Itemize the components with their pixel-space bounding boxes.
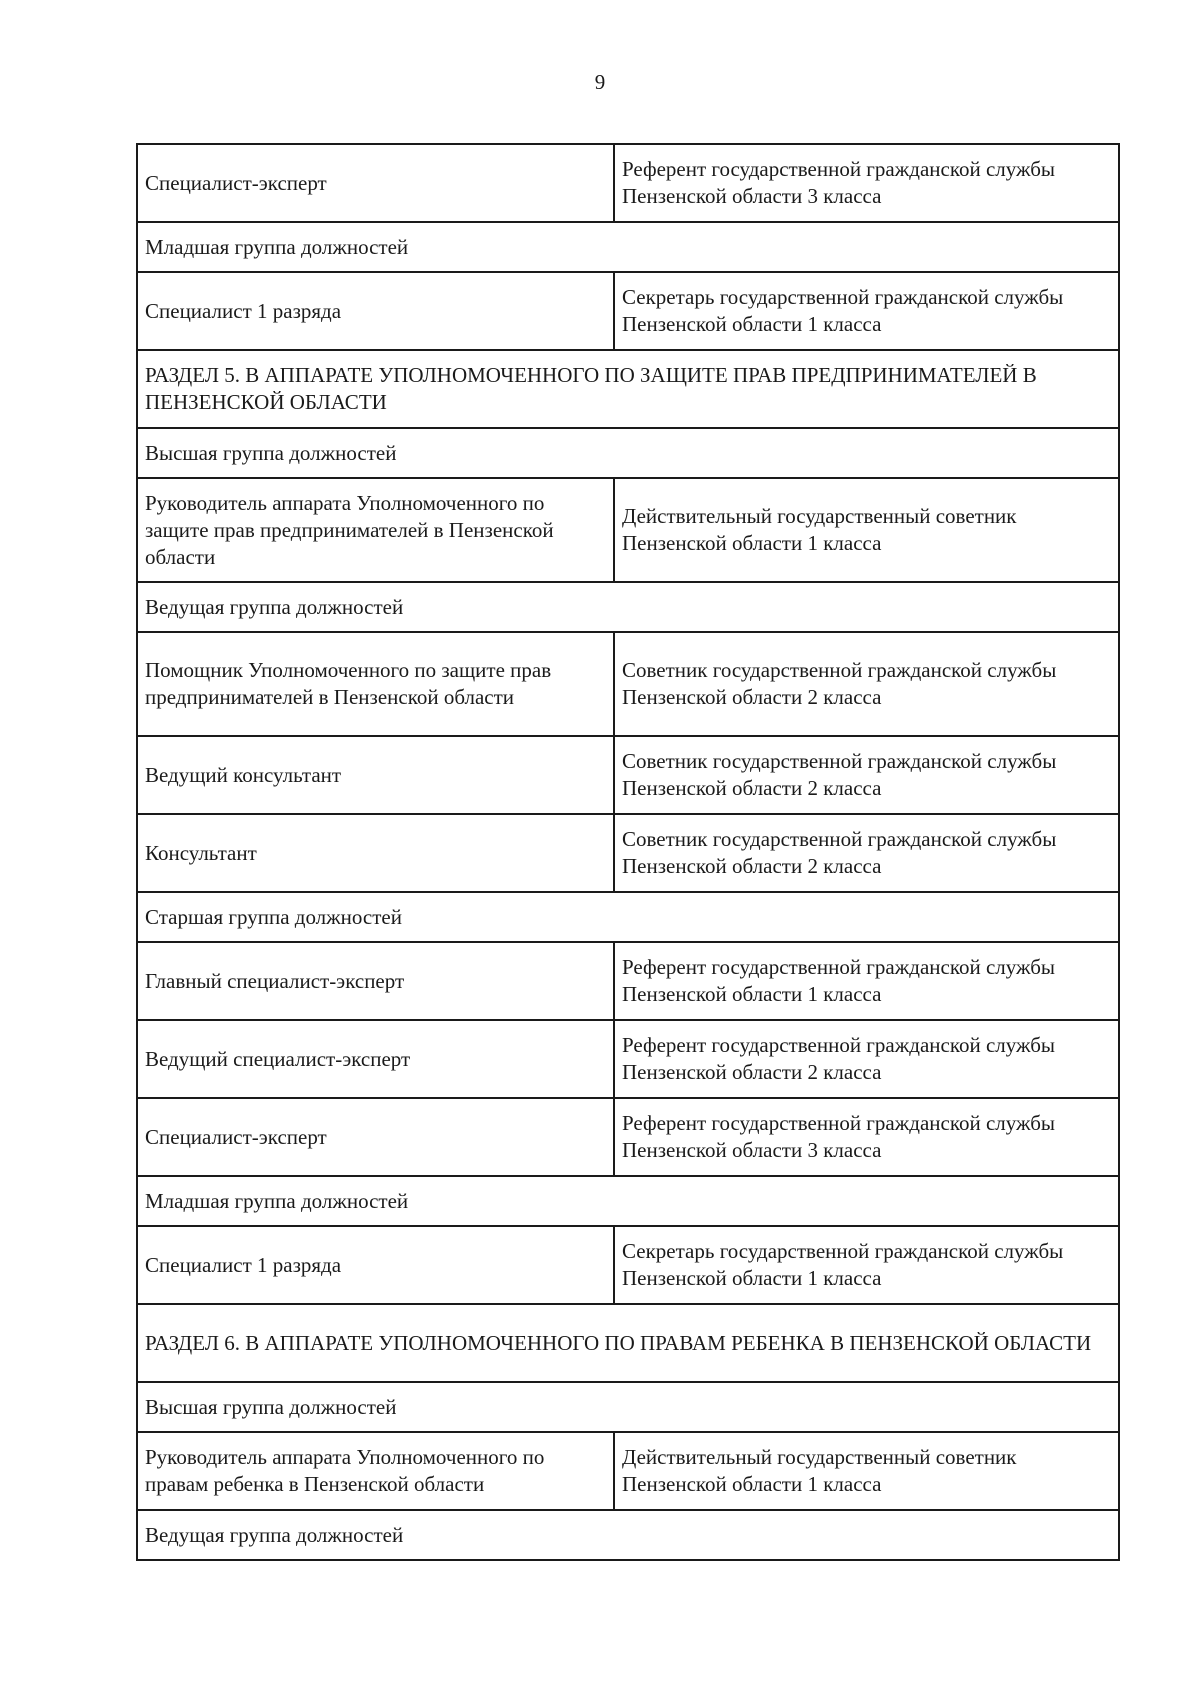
rank-cell: Действительный государственный советник Пензенской области 1 класса xyxy=(614,1432,1119,1510)
rank-cell: Референт государственной гражданской службы Пензенской области 3 класса xyxy=(614,1098,1119,1176)
group-row xyxy=(137,1382,1119,1432)
section-heading: РАЗДЕЛ 6. В АППАРАТЕ УПОЛНОМОЧЕННОГО ПО ПРАВАМ РЕБЕНКА В ПЕНЗЕНСКОЙ ОБЛАСТИ xyxy=(137,1304,1119,1382)
section-row xyxy=(137,350,1119,428)
position-cell: Специалист 1 разряда xyxy=(137,1226,614,1304)
position-cell: Ведущий специалист-эксперт xyxy=(137,1020,614,1098)
position-cell: Специалист 1 разряда xyxy=(137,272,614,350)
table-row xyxy=(137,144,1119,222)
group-heading: Младшая группа должностей xyxy=(137,1176,1119,1226)
table-row xyxy=(137,478,1119,582)
group-row xyxy=(137,582,1119,632)
table-row xyxy=(137,1226,1119,1304)
rank-cell: Секретарь государственной гражданской службы Пензенской области 1 класса xyxy=(614,272,1119,350)
position-cell: Ведущий консультант xyxy=(137,736,614,814)
group-row xyxy=(137,428,1119,478)
group-heading: Младшая группа должностей xyxy=(137,222,1119,272)
rank-cell: Секретарь государственной гражданской службы Пензенской области 1 класса xyxy=(614,1226,1119,1304)
table-row xyxy=(137,272,1119,350)
rank-cell: Советник государственной гражданской службы Пензенской области 2 класса xyxy=(614,736,1119,814)
group-row xyxy=(137,1176,1119,1226)
position-cell: Помощник Уполномоченного по защите прав предпринимателей в Пензенской области xyxy=(137,632,614,736)
group-heading: Старшая группа должностей xyxy=(137,892,1119,942)
page-number: 9 xyxy=(594,70,606,94)
group-row xyxy=(137,892,1119,942)
rank-cell: Референт государственной гражданской службы Пензенской области 1 класса xyxy=(614,942,1119,1020)
group-row xyxy=(137,1510,1119,1560)
rank-cell: Действительный государственный советник Пензенской области 1 класса xyxy=(614,478,1119,582)
position-cell: Специалист-эксперт xyxy=(137,144,614,222)
table-row xyxy=(137,814,1119,892)
position-cell: Консультант xyxy=(137,814,614,892)
position-cell: Руководитель аппарата Уполномоченного по защите прав предпринимателей в Пензенской области xyxy=(137,478,614,582)
group-heading: Ведущая группа должностей xyxy=(137,582,1119,632)
section-heading: РАЗДЕЛ 5. В АППАРАТЕ УПОЛНОМОЧЕННОГО ПО ЗАЩИТЕ ПРАВ ПРЕДПРИНИМАТЕЛЕЙ В ПЕНЗЕНСКОЙ ОБЛАСТИ xyxy=(137,350,1119,428)
table-row xyxy=(137,1098,1119,1176)
group-heading: Высшая группа должностей xyxy=(137,1382,1119,1432)
table-row xyxy=(137,736,1119,814)
table-row xyxy=(137,942,1119,1020)
position-cell: Специалист-эксперт xyxy=(137,1098,614,1176)
table-row xyxy=(137,1020,1119,1098)
positions-table xyxy=(136,143,1120,1561)
rank-cell: Советник государственной гражданской службы Пензенской области 2 класса xyxy=(614,632,1119,736)
rank-cell: Референт государственной гражданской службы Пензенской области 2 класса xyxy=(614,1020,1119,1098)
section-row xyxy=(137,1304,1119,1382)
group-row xyxy=(137,222,1119,272)
position-cell: Главный специалист-эксперт xyxy=(137,942,614,1020)
table-row xyxy=(137,1432,1119,1510)
rank-cell: Советник государственной гражданской службы Пензенской области 2 класса xyxy=(614,814,1119,892)
group-heading: Ведущая группа должностей xyxy=(137,1510,1119,1560)
position-cell: Руководитель аппарата Уполномоченного по правам ребенка в Пензенской области xyxy=(137,1432,614,1510)
rank-cell: Референт государственной гражданской службы Пензенской области 3 класса xyxy=(614,144,1119,222)
table-row xyxy=(137,632,1119,736)
group-heading: Высшая группа должностей xyxy=(137,428,1119,478)
